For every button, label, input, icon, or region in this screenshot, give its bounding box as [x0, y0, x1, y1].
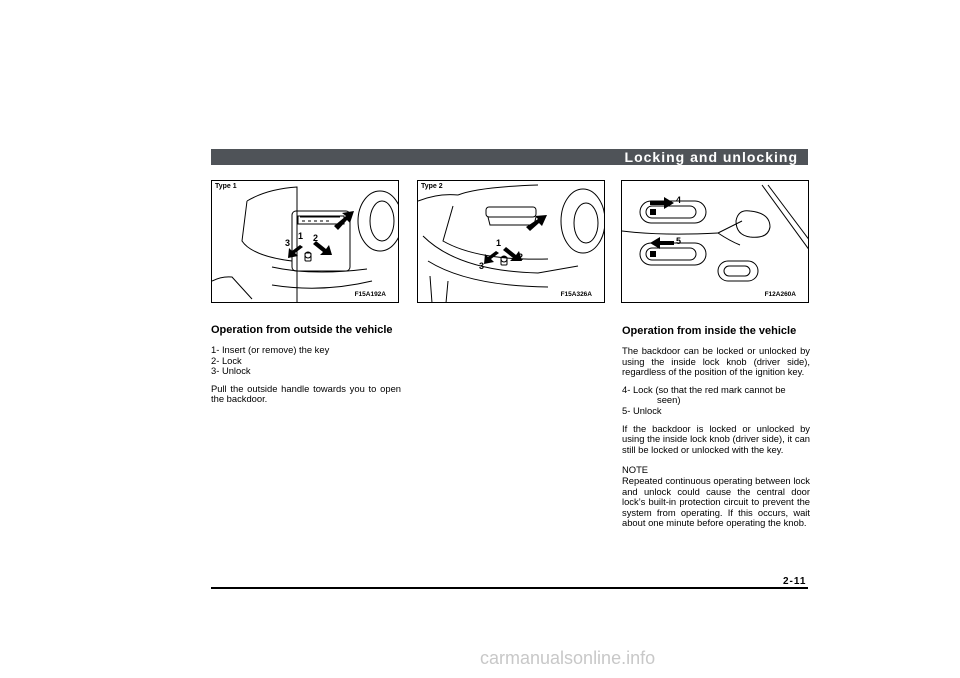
inside-operation-heading: Operation from inside the vehicle [622, 325, 797, 337]
list-item: 4- Lock (so that the red mark cannot be [622, 383, 786, 395]
figure-type-label: Type 1 [215, 183, 237, 190]
figure-type-1 [211, 180, 399, 303]
outside-operation-heading: Operation from outside the vehicle [211, 324, 393, 336]
page-number: 2-11 [783, 576, 807, 587]
figure-1-callout-3: 3 [285, 238, 291, 248]
figure-3-callout-5: 5 [676, 236, 682, 246]
figure-type-label: Type 2 [421, 183, 443, 190]
note-label: NOTE [622, 464, 649, 476]
figure-code: F15A192A [354, 291, 386, 298]
list-item: 2- Lock [211, 354, 242, 366]
figure-2-callout-2: 2 [518, 252, 524, 262]
figure-1-callout-2: 2 [313, 233, 319, 243]
figure-type-2 [417, 180, 605, 303]
figure-code: F12A260A [764, 291, 796, 298]
figure-2-callout-1: 1 [496, 238, 502, 248]
figure-code: F15A326A [560, 291, 592, 298]
footer-rule [211, 587, 808, 589]
figure-3-callout-4: 4 [676, 195, 682, 205]
note-text: Repeated continuous operating between lock and unlock could cause the central door lock’s built-in protection circuit to prevent the system from operating. If this occurs, wait about one minute before operating the knob. [622, 474, 810, 529]
left-column [211, 324, 401, 405]
section-title: Locking and unlocking [624, 149, 798, 165]
figure-type-2-illustration [418, 181, 605, 303]
figure-1-callout-1: 1 [298, 231, 304, 241]
right-column [622, 325, 810, 529]
list-item-continuation: seen) [657, 394, 681, 406]
key-lock-paragraph: If the backdoor is locked or unlocked by using the inside lock knob (driver side), it can still be locked or unlocked with the key. [622, 422, 810, 455]
figure-2-callout-3: 3 [479, 261, 485, 271]
list-item: 1- Insert (or remove) the key [211, 344, 330, 355]
section-title-banner [211, 149, 808, 165]
list-item: 5- Unlock [622, 404, 662, 416]
watermark: carmanualsonline.info [480, 648, 656, 668]
outside-handle-paragraph: Pull the outside handle towards you to open the backdoor. [211, 382, 401, 405]
figure-type-1-illustration [212, 181, 399, 303]
figure-inside-knob [621, 180, 809, 303]
figure-inside-knob-illustration [622, 181, 809, 303]
inside-intro-paragraph: The backdoor can be locked or unlocked by using the inside lock knob (driver side), regardless of the position of the ignition key. [622, 345, 810, 378]
list-item: 3- Unlock [211, 365, 251, 377]
